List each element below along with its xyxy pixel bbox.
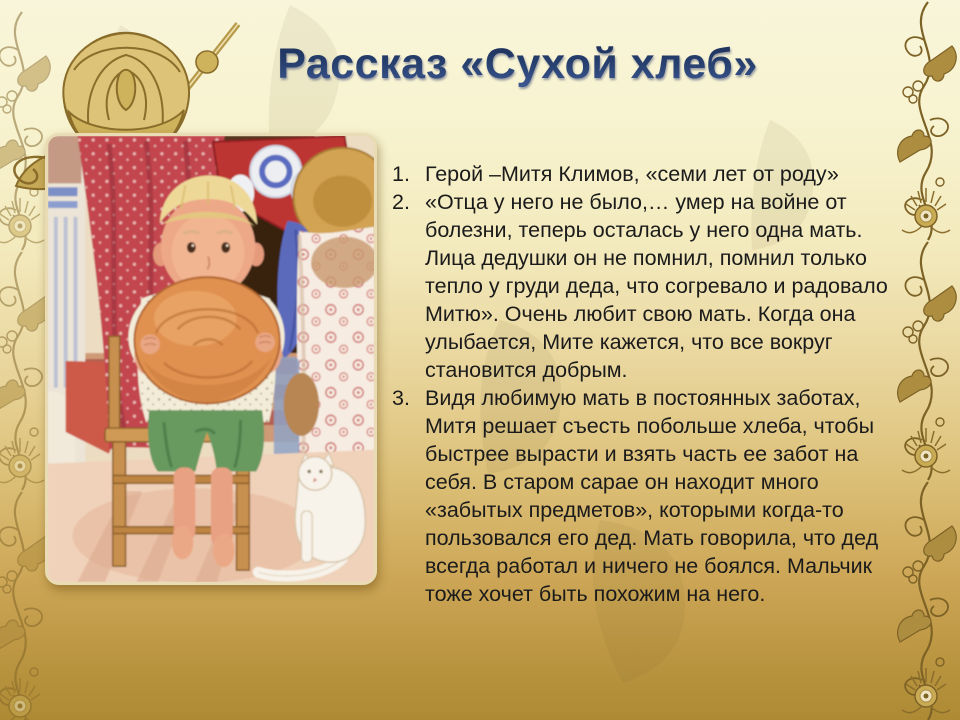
list-item-number: 2. xyxy=(392,190,410,214)
summary-list xyxy=(392,160,892,608)
list-item-text: Герой –Митя Климов, «семи лет от роду» xyxy=(425,162,839,186)
list-item-text: «Отца у него не было,… умер на войне от болезни, теперь осталась у него одна мать. Лица дедушки он не помнил, помнил только тепло у груди деда, что согревало и радовало Митю». Очень любит свою мать. Когда она улыбается, Мите кажется, что все вокруг становится добрым. xyxy=(425,190,888,382)
list-item xyxy=(392,188,892,384)
slide-title: Рассказ «Сухой хлеб» xyxy=(230,40,805,100)
left-vine-border xyxy=(0,12,50,720)
illustration-boy-with-bread xyxy=(45,133,377,585)
list-item-text: Видя любимую мать в постоянных заботах, Митя решает съесть побольше хлеба, чтобы быстрее вырасти и взять часть ее забот на себя. В старом сарае он находит много «забытых предметов», которыми когда-то пользовался его дед. Мать говорила, что дед всегда работал и ничего не боялся. Мальчик тоже хочет быть похожим на него. xyxy=(425,386,879,606)
illustration-image xyxy=(48,136,374,582)
right-vine-border xyxy=(898,2,957,720)
list-item xyxy=(392,384,892,608)
list-item-number: 3. xyxy=(392,386,410,410)
list-item-number: 1. xyxy=(392,162,410,186)
list-item xyxy=(392,160,892,188)
